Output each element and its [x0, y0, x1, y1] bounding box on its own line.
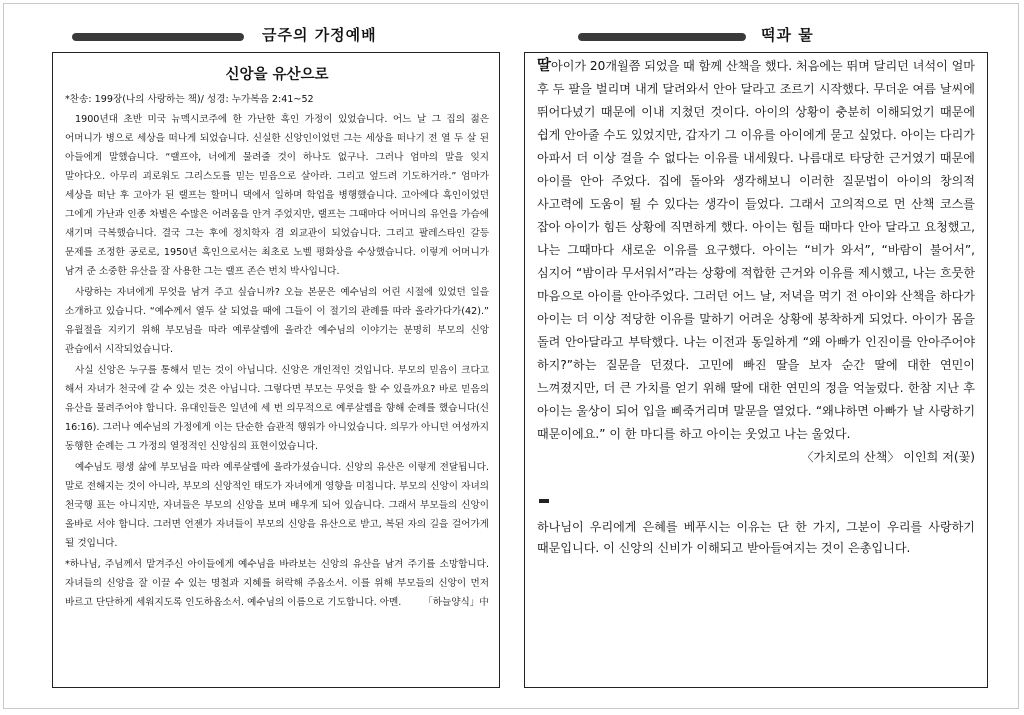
story-citation: 〈가치로의 산책〉 이인희 저(꽃): [801, 450, 975, 464]
bread-and-water-box: [524, 52, 988, 688]
story-dropcap: 딸: [537, 58, 552, 74]
sermon-paragraph-2: 사랑하는 자녀에게 무엇을 남겨 주고 싶습니까? 오늘 본문은 예수님의 어린 시절에 있었던 일을 소개하고 있습니다. “예수께서 열두 살 되었을 때에 그들이 이 절기의 관례를 따라 올라가다가(42).” 유월절을 지키기 위해 부모님을 따라 예루살렘에 올라간 예수님의 이야기는 분명히 부모의 신앙 관습에서 시작되었습니다.: [65, 287, 489, 355]
left-header-bar: [72, 33, 244, 41]
prayer-paragraph: [65, 555, 489, 612]
hymn-scripture-line: *찬송: 199장(나의 사랑하는 책)/ 성경: 누가복음 2:41~52: [65, 94, 314, 105]
sermon-paragraph-1: 1900년대 초반 미국 뉴멕시코주에 한 가난한 흑인 가정이 있었습니다. 어느 날 그 집의 젊은 어머니가 병으로 세상을 떠나게 되었습니다. 신실한 신앙인이었던 그는 세상을 떠나기 전 열 두 살 된 아들에게 말했습니다. “랠프야, 너에게 물려줄 것이 하나도 없구나. 그러나 엄마의 말을 잊지 말아다오. 아무리 괴로워도 그리스도를 믿는 믿음으로 살아라. 그리고 엎드려 기도하거라.” 엄마가 세상을 떠난 후 고아가 된 랠프는 할머니 댁에서 일하며 학업을 병행했습니다. 고아에다 흑인이었던 그에게 가난과 인종 차별은 수많은 어려움을 안겨 주었지만, 랠프는 그때마다 어머니의 유언을 가슴에 새기며 극복했습니다. 결국 그는 후에 정치학자 겸 외교관이 되었습니다. 그리고 팔레스타인 갈등 문제를 조정한 공로로, 1950년 흑인으로서는 최초로 노벨 평화상을 수상했습니다. 이렇게 어머니가 남겨 준 소중한 유산을 잘 사용한 그는 랠프 존슨 번치 박사입니다.: [65, 114, 489, 277]
section-dash-mark: [539, 499, 549, 503]
bulletin-page: [3, 3, 1019, 709]
prayer-text: *하나님, 주님께서 맡겨주신 아이들에게 예수님을 바라보는 신앙의 유산을 남겨 주기를 소망합니다. 자녀들의 신앙을 잘 이끌 수 있는 명철과 지혜를 허락해 주옵소서. 이를 위해 부모들의 신앙이 먼저 바르고 단단하게 세워지도록 인도하옵소서. 예수님의 이름으로 기도합니다. 아멘.: [65, 559, 489, 608]
sermon-paragraph-4: 예수님도 평생 삶에 부모님을 따라 예루살렘에 올라가셨습니다. 신앙의 유산은 이렇게 전달됩니다. 말로 전해지는 것이 아니라, 부모의 신앙적인 태도가 자녀에게 영향을 미칩니다. 부모의 신앙이 자녀의 천국행 표는 아니지만, 자녀들은 부모의 신앙을 보며 배우게 되어 있습니다. 그래서 부모들의 신앙이 올바로 서야 합니다. 그러면 언젠가 자녀들이 부모의 신앙을 유산으로 받고, 복된 자의 길을 걸어가게 될 것입니다.: [65, 462, 489, 549]
right-header-bar: [578, 33, 746, 41]
sermon-paragraph-3: 사실 신앙은 누구를 통해서 믿는 것이 아닙니다. 신앙은 개인적인 것입니다. 부모의 믿음이 크다고 해서 자녀가 천국에 갈 수 있는 것은 아닙니다. 그렇다면 부모는 무엇을 할 수 있을까요? 바로 믿음의 유산을 물려주어야 합니다. 유대인들은 일년에 세 번 의무적으로 예루살렘을 향해 순례를 했습니다(신 16:16). 그러나 예수님의 가정에게 이는 단순한 습관적 행위가 아니었습니다. 의무가 아니던 여성까지 동행한 순례는 그 가정의 열정적인 신앙심의 표현이었습니다.: [65, 365, 489, 452]
family-worship-box: [52, 52, 500, 688]
right-section-title: 떡과 물: [761, 26, 814, 44]
story-text: 아이가 20개월쯤 되었을 때 함께 산책을 했다. 처음에는 뛰며 달리던 녀석이 얼마 후 두 팔을 벌리며 내게 달려와서 안아 달라고 조르기 시작했다. 무더운 여름 날씨에 뛰어다녔기 때문에 이내 지쳤던 것이다. 아이의 상황이 충분히 이해되었기 때문에 쉽게 안아줄 수도 있었지만, 갑자기 그 이유를 아이에게 묻고 싶었다. 아이는 다리가 아파서 더 이상 걸을 수 없다는 이유를 내세웠다. 나름대로 타당한 근거였기 때문에 아이를 안아 주었다. 집에 돌아와 생각해보니 이러한 질문법이 아이의 창의적 사고력에 도움이 될 수 있다는 생각이 들었다. 그래서 고의적으로 먼 산책 코스를 잡아 아이가 힘든 상황에 직면하게 했다. 아이는 힘들 때마다 안아 달라고 요청했고, 나는 그때마다 새로운 이유를 요구했다. 아이는 “비가 와서”, “바람이 불어서”, 심지어 “밤이라 무서워서”라는 상황에 적합한 근거와 이유를 제시했고, 나는 흐뭇한 마음으로 아이를 안아주었다. 그러던 어느 날, 저녁을 먹기 전 아이와 산책을 하다가 아이는 더 이상 적당한 이유를 말하기 어려운 상황에 봉착하게 되었다. 아이가 몸을 돌려 안아달라고 부탁했다. 나는 이전과 동일하게 “왜 아빠가 인진이를 안아주어야 하지?”하는 질문을 던졌다. 고민에 빠진 딸을 보자 순간 딸에 대한 연민이 느껴졌지만, 더 큰 가치를 얻기 위해 딸에 대한 연민의 정을 억눌렀다. 한참 지난 후 아이는 울상이 되어 입을 삐죽거리며 말문을 열었다. “왜냐하면 아빠가 날 사랑하기 때문이에요.” 이 한 마디를 하고 아이는 웃었고 나는 울었다.: [537, 59, 975, 441]
left-section-title: 금주의 가정예배: [262, 26, 377, 44]
story-paragraph: [537, 55, 975, 446]
sermon-title: 신앙을 유산으로: [225, 67, 329, 83]
source-note: 「하늘양식」中: [423, 597, 489, 608]
closing-paragraph: 하나님이 우리에게 은혜를 베푸시는 이유는 단 한 가지, 그분이 우리를 사랑하기 때문입니다. 이 신앙의 신비가 이해되고 받아들여지는 것이 은총입니다.: [537, 520, 975, 555]
